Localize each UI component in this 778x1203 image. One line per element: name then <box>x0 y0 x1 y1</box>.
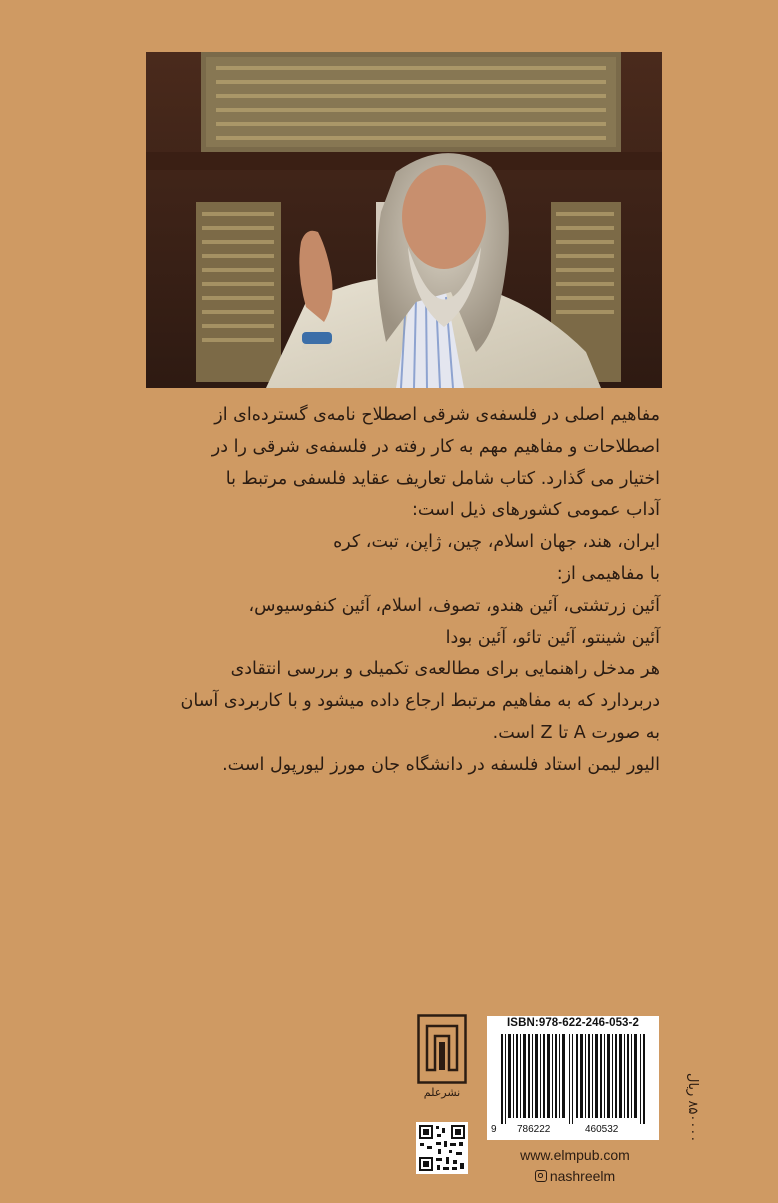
instagram-handle-text: nashreelm <box>549 1168 616 1184</box>
back-cover-blurb <box>150 400 660 782</box>
blurb-line: دربردارد که به مفاهیم مرتبط ارجاع داده میشود و با کاربردی آسان <box>180 691 660 712</box>
publisher-name: نشرعلم <box>423 1086 461 1099</box>
blurb-line: اصطلاحات و مفاهیم مهم به کار رفته در فلسفه‌ی شرقی را در <box>211 436 660 457</box>
barcode-left-digits: 786222 <box>517 1124 551 1135</box>
author-photo <box>146 52 662 388</box>
blurb-line: هر مدخل راهنمایی برای مطالعه‌ی تکمیلی و بررسی انتقادی <box>230 659 660 680</box>
blurb-line: به صورت A تا Z است. <box>492 722 660 743</box>
blurb-line: آئین زرتشتی، آئین هندو، تصوف، اسلام، آئین کنفوسیوس، <box>248 595 660 616</box>
publisher-website-link[interactable]: www.elmpub.com <box>520 1147 630 1163</box>
isbn-number: ISBN:978-622-246-053-2 <box>507 1017 639 1029</box>
qr-code[interactable] <box>416 1122 468 1174</box>
publisher-logo-icon <box>417 1014 467 1084</box>
blurb-line: ایران، هند، جهان اسلام، چین، ژاپن، تبت، کره <box>333 532 660 553</box>
barcode-right-digits: 460532 <box>585 1124 619 1135</box>
blurb-line: آداب عمومی کشورهای ذیل است: <box>411 500 660 521</box>
price-label: ۸۵۰۰۰۰ ریال <box>685 1072 700 1142</box>
qr-code-icon <box>416 1122 468 1174</box>
isbn-barcode <box>487 1016 659 1140</box>
barcode-icon <box>493 1034 653 1124</box>
blurb-line: با مفاهیمی از: <box>556 563 660 584</box>
blurb-line: اختیار می گذارد. کتاب شامل تعاریف عقاید فلسفی مرتبط با <box>225 468 660 489</box>
blurb-line: مفاهیم اصلی در فلسفه‌ی شرقی اصطلاح نامه‌ی گسترده‌ای از <box>214 405 660 425</box>
blurb-line: آئین شینتو، آئین تائو، آئین بودا <box>445 627 660 648</box>
blurb-line: الیور لیمن استاد فلسفه در دانشگاه جان مورز لیورپول است. <box>222 754 660 775</box>
barcode-lead-digit: 9 <box>491 1124 497 1135</box>
publisher-logo <box>413 1014 471 1110</box>
cover-photo <box>146 52 662 388</box>
instagram-handle[interactable] <box>495 1168 655 1184</box>
instagram-icon <box>535 1170 547 1182</box>
